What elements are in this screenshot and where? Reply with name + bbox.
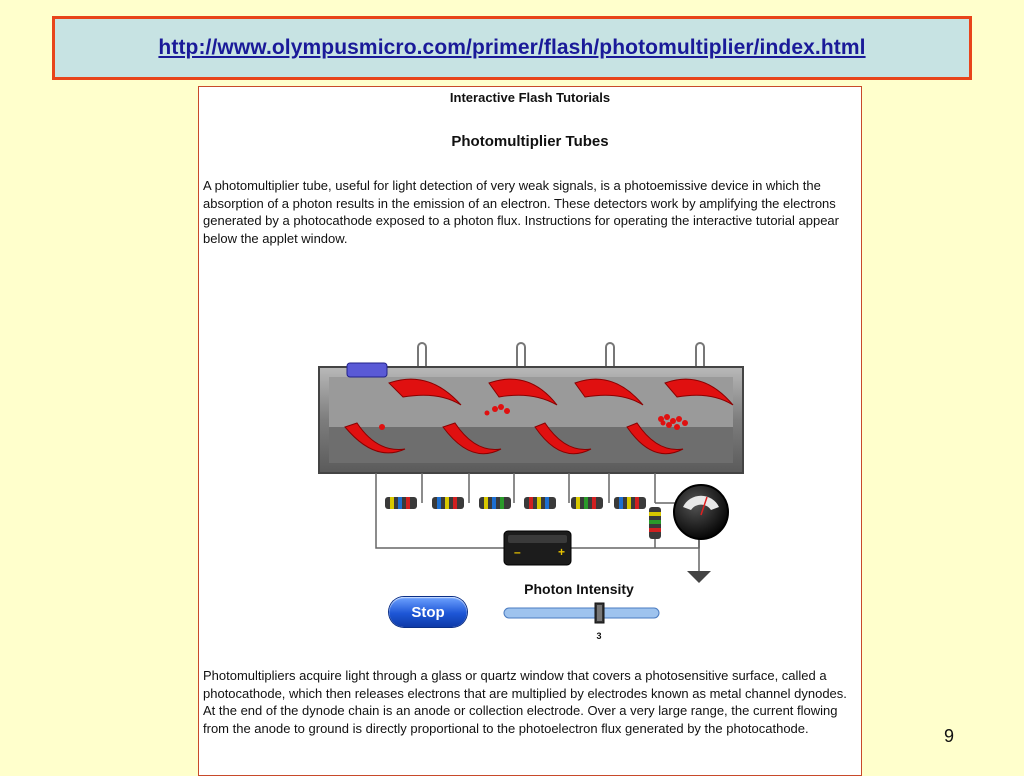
body-paragraph: Photomultipliers acquire light through a glass or quartz window that covers a photosensitive surface, called a photocathode, which then releases electrons that are multiplied by electrodes known as metal channel dynodes. At the end of the dynode chain is an anode or collection electrode. Over a very large range, the current flowing from the anode to ground is directly proportional to the photoelectron flux generated by the photocathode. [203,668,847,736]
battery-minus-label: – [514,545,521,559]
battery-plus-label: + [558,545,566,559]
battery [504,531,571,565]
ammeter [674,485,728,539]
page-title: Photomultiplier Tubes [451,133,609,150]
photomultiplier-applet [199,87,861,647]
photon-intensity-value: 3 [596,631,602,641]
page-header: Interactive Flash Tutorials [449,90,611,105]
photon-intensity-label: Photon Intensity [524,581,634,597]
slide-number: 9 [944,726,955,746]
photon-intensity-slider[interactable] [504,603,659,623]
intro-paragraph: A photomultiplier tube, useful for light detection of very weak signals, is a photoemissive device in which the absorption of a photon results in the emission of an electron. These detectors work by amplifying the electrons generated by a photocathode exposed to a photon flux. Instructions for operating the interactive tutorial appear below the applet window. [203,178,839,246]
embedded-web-page [198,86,862,776]
source-url-link[interactable]: http://www.olympusmicro.com/primer/flash/photomultiplier/index.html [158,36,866,59]
url-banner [52,16,972,80]
photocathode-window [347,363,387,377]
dynode-leads [418,343,704,367]
ground-arrow-icon [687,567,711,583]
stop-button[interactable]: Stop [389,597,467,627]
